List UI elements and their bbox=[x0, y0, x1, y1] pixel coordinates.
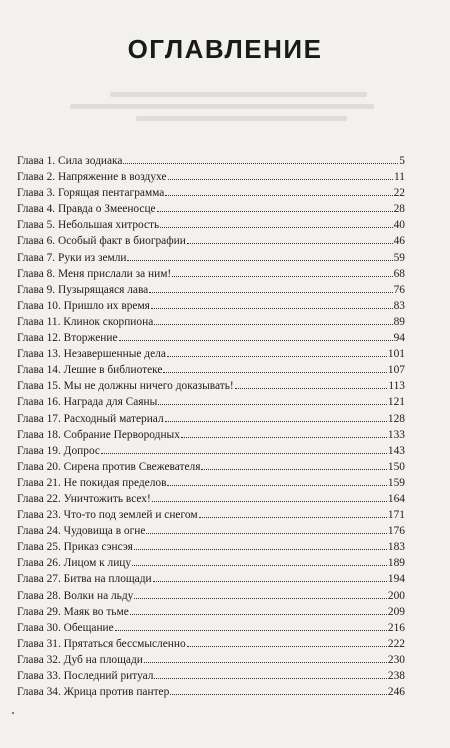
dot-leader bbox=[160, 218, 392, 228]
toc-entry bbox=[17, 491, 405, 507]
toc-entry-page-number: 22 bbox=[393, 187, 405, 200]
toc-entry-page-number: 189 bbox=[387, 557, 405, 570]
dot-leader bbox=[154, 315, 392, 325]
print-speck bbox=[12, 712, 14, 714]
toc-entry bbox=[17, 153, 405, 169]
toc-entry bbox=[17, 362, 405, 378]
dot-leader bbox=[181, 428, 387, 438]
toc-entry bbox=[17, 394, 405, 410]
toc-entry-page-number: 128 bbox=[387, 412, 405, 425]
dot-leader bbox=[127, 251, 392, 261]
toc-entry-title: Глава 3. Горящая пентаграмма bbox=[17, 187, 165, 200]
toc-entry bbox=[17, 636, 405, 652]
toc-entry-page-number: 200 bbox=[387, 589, 405, 602]
toc-entry-page-number: 5 bbox=[399, 155, 405, 167]
toc-entry-page-number: 230 bbox=[387, 653, 405, 666]
dot-leader bbox=[165, 186, 392, 196]
dot-leader bbox=[101, 444, 387, 454]
toc-entry-title: Глава 8. Меня прислали за ним! bbox=[17, 267, 172, 280]
toc-entry bbox=[17, 217, 405, 233]
toc-entry-page-number: 176 bbox=[387, 525, 405, 538]
toc-entry-page-number: 11 bbox=[394, 171, 405, 184]
dot-leader bbox=[134, 589, 387, 599]
toc-entry-title: Глава 4. Правда о Змееносце bbox=[17, 203, 156, 216]
toc-entry bbox=[17, 539, 405, 555]
toc-entry-title: Глава 23. Что-то под землей и снегом bbox=[17, 509, 198, 522]
show-through-text bbox=[70, 92, 400, 132]
dot-leader bbox=[170, 685, 387, 695]
toc-entry bbox=[17, 652, 405, 668]
dot-leader bbox=[158, 395, 387, 405]
toc-entry-page-number: 143 bbox=[387, 444, 405, 457]
dot-leader bbox=[123, 154, 398, 164]
dot-leader bbox=[157, 202, 393, 212]
toc-entry-title: Глава 29. Маяк во тьме bbox=[17, 605, 129, 618]
toc-entry-title: Глава 11. Клинок скорпиона bbox=[17, 315, 154, 328]
toc-entry-title: Глава 16. Награда для Саяны bbox=[17, 396, 158, 409]
toc-entry bbox=[17, 378, 405, 394]
toc-entry-title: Глава 17. Расходный материал bbox=[17, 412, 164, 425]
toc-entry-title: Глава 34. Жрица против пантер bbox=[17, 686, 170, 699]
toc-entry bbox=[17, 443, 405, 459]
toc-entry bbox=[17, 411, 405, 427]
toc-entry bbox=[17, 298, 405, 314]
dot-leader bbox=[152, 492, 387, 502]
toc-entry-title: Глава 10. Пришло их время bbox=[17, 299, 150, 312]
dot-leader bbox=[165, 412, 387, 422]
toc-entry-page-number: 28 bbox=[393, 203, 405, 216]
toc-entry bbox=[17, 201, 405, 217]
toc-entry-title: Глава 12. Вторжение bbox=[17, 332, 118, 345]
dot-leader bbox=[199, 508, 387, 518]
dot-leader bbox=[153, 572, 387, 582]
toc-entry-page-number: 76 bbox=[393, 283, 405, 296]
toc-entry-page-number: 121 bbox=[387, 396, 405, 409]
toc-entry-page-number: 222 bbox=[387, 637, 405, 650]
toc-entry bbox=[17, 507, 405, 523]
toc-entry-title: Глава 1. Сила зодиака bbox=[17, 155, 123, 167]
toc-entry bbox=[17, 266, 405, 282]
dot-leader bbox=[187, 637, 387, 647]
toc-entry-title: Глава 30. Обещание bbox=[17, 621, 114, 634]
dot-leader bbox=[163, 363, 386, 373]
toc-entry-page-number: 59 bbox=[393, 251, 405, 264]
dot-leader bbox=[154, 669, 386, 679]
toc-entry-page-number: 194 bbox=[387, 573, 405, 586]
toc-entry-title: Глава 7. Руки из земли bbox=[17, 251, 127, 264]
toc-entry bbox=[17, 555, 405, 571]
toc-entry-title: Глава 26. Лицом к лицу bbox=[17, 557, 132, 570]
toc-entry bbox=[17, 427, 405, 443]
toc-entry-title: Глава 22. Уничтожить всех! bbox=[17, 492, 151, 505]
toc-entry bbox=[17, 588, 405, 604]
page-title: ОГЛАВЛЕНИЕ bbox=[127, 34, 323, 64]
dot-leader bbox=[167, 347, 387, 357]
dot-leader bbox=[119, 331, 393, 341]
dot-leader bbox=[151, 299, 393, 309]
dot-leader bbox=[115, 621, 387, 631]
toc-entry-page-number: 101 bbox=[387, 348, 405, 361]
toc-entry-page-number: 171 bbox=[387, 509, 405, 522]
toc-entry-title: Глава 24. Чудовища в огне bbox=[17, 525, 146, 538]
toc-entry bbox=[17, 571, 405, 587]
dot-leader bbox=[235, 379, 388, 389]
toc-entry-page-number: 89 bbox=[393, 315, 405, 328]
dot-leader bbox=[134, 540, 387, 550]
toc-entry-title: Глава 14. Лешие в библиотеке bbox=[17, 364, 163, 377]
toc-entry-page-number: 159 bbox=[387, 476, 405, 489]
toc-entry-title: Глава 18. Собрание Первородных bbox=[17, 428, 180, 441]
toc-entry bbox=[17, 668, 405, 684]
toc-entry-page-number: 246 bbox=[387, 686, 405, 699]
toc-entry-page-number: 164 bbox=[387, 492, 405, 505]
toc-entry-page-number: 68 bbox=[393, 267, 405, 280]
toc-entry-title: Глава 25. Приказ сэнсэя bbox=[17, 541, 133, 554]
toc-entry-page-number: 94 bbox=[393, 332, 405, 345]
toc-entry-title: Глава 15. Мы не должны ничего доказывать! bbox=[17, 380, 234, 393]
dot-leader bbox=[149, 283, 392, 293]
dot-leader bbox=[144, 653, 387, 663]
dot-leader bbox=[167, 476, 386, 486]
toc-entry bbox=[17, 282, 405, 298]
toc-entry-title: Глава 32. Дуб на площади bbox=[17, 653, 143, 666]
toc-entry bbox=[17, 459, 405, 475]
toc-entry-page-number: 183 bbox=[387, 541, 405, 554]
toc-entry-page-number: 113 bbox=[388, 380, 405, 393]
dot-leader bbox=[172, 267, 392, 277]
toc-entry-page-number: 133 bbox=[387, 428, 405, 441]
toc-entry-page-number: 46 bbox=[393, 235, 405, 248]
toc-entry-page-number: 150 bbox=[387, 460, 405, 473]
toc-entry bbox=[17, 169, 405, 185]
toc-entry-title: Глава 13. Незавершенные дела bbox=[17, 348, 166, 361]
dot-leader bbox=[187, 234, 393, 244]
toc-entry-title: Глава 28. Волки на льду bbox=[17, 589, 134, 602]
toc-entry-page-number: 216 bbox=[387, 621, 405, 634]
dot-leader bbox=[146, 524, 386, 534]
toc-entry-title: Глава 6. Особый факт в биографии bbox=[17, 235, 186, 248]
toc-entry bbox=[17, 233, 405, 249]
toc-entry-page-number: 238 bbox=[387, 670, 405, 682]
dot-leader bbox=[132, 556, 387, 566]
toc-entry-title: Глава 27. Битва на площади bbox=[17, 573, 152, 586]
toc-entry bbox=[17, 523, 405, 539]
toc-entry-title: Глава 21. Не покидая пределов bbox=[17, 476, 167, 489]
toc-entry bbox=[17, 250, 405, 266]
toc-entry-page-number: 40 bbox=[393, 219, 405, 232]
toc-entry bbox=[17, 185, 405, 201]
dot-leader bbox=[168, 170, 394, 180]
toc-entry-title: Глава 2. Напряжение в воздухе bbox=[17, 171, 167, 184]
toc-entry-page-number: 209 bbox=[387, 605, 405, 618]
toc-entry-title: Глава 20. Сирена против Свежевателя bbox=[17, 460, 201, 473]
toc-entry-title: Глава 33. Последний ритуал bbox=[17, 670, 154, 682]
toc-entry-title: Глава 31. Прятаться бессмысленно bbox=[17, 637, 186, 650]
dot-leader bbox=[130, 605, 387, 615]
toc-entry bbox=[17, 314, 405, 330]
toc-entry bbox=[17, 330, 405, 346]
toc-entry bbox=[17, 684, 405, 700]
toc-entry bbox=[17, 620, 405, 636]
toc-entry-page-number: 83 bbox=[393, 299, 405, 312]
toc-entry-title: Глава 5. Небольшая хитрость bbox=[17, 219, 160, 232]
table-of-contents bbox=[17, 153, 405, 700]
toc-entry-title: Глава 19. Допрос bbox=[17, 444, 100, 457]
dot-leader bbox=[201, 460, 386, 470]
toc-entry bbox=[17, 604, 405, 620]
toc-entry bbox=[17, 346, 405, 362]
toc-entry-title: Глава 9. Пузырящаяся лава bbox=[17, 283, 149, 296]
toc-entry bbox=[17, 475, 405, 491]
toc-entry-page-number: 107 bbox=[387, 364, 405, 377]
